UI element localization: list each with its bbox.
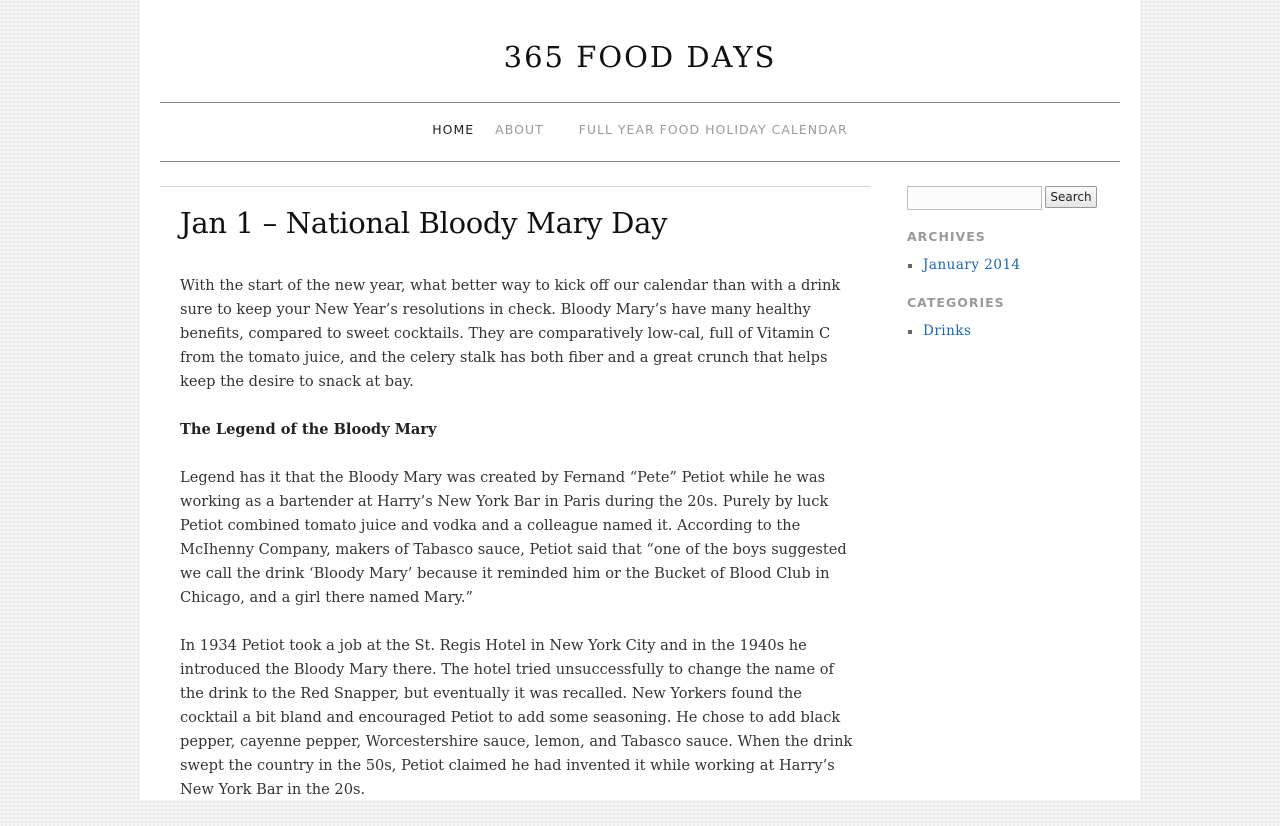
archives-list [907, 257, 1021, 273]
archives-widget-title: ARCHIVES [907, 229, 986, 244]
search-input[interactable] [907, 186, 1042, 210]
site-title[interactable]: 365 FOOD DAYS [503, 40, 777, 74]
content-divider [160, 186, 871, 187]
list-bullet [908, 264, 912, 268]
post-paragraph-intro: With the start of the new year, what better way to kick off our calendar than with a drink sure to keep your New Year’s resolutions in check. Bloody Mary’s have many healthy benefits, compared to sweet cocktails. They are comparatively low-cal, full of Vitamin C from the tomato juice, and the celery stalk has both fiber and a great crunch that helps keep the desire to snack at bay. [180, 277, 841, 390]
categories-widget-title: CATEGORIES [907, 295, 1005, 310]
post-title[interactable]: Jan 1 – National Bloody Mary Day [180, 206, 668, 240]
archive-link-january-2014[interactable] [907, 257, 1021, 273]
nav-item-home[interactable]: HOME [432, 122, 475, 137]
header-divider-top [160, 102, 1120, 103]
post-paragraph-legend: Legend has it that the Bloody Mary was created by Fernand “Pete” Petiot while he was working as a bartender at Harry’s New York Bar in Paris during the 20s. Purely by luck Petiot combined tomato juice and vodka and a colleague named it. According to the McIhenny Company, makers of Tabasco sauce, Petiot said that “one of the boys suggested we call the drink ‘Bloody Mary’ because it reminded him or the Bucket of Blood Club in Chicago, and a girl there named Mary.” [180, 469, 847, 606]
list-bullet [908, 330, 912, 334]
post-paragraph-history: In 1934 Petiot took a job at the St. Regis Hotel in New York City and in the 1940s he introduced the Bloody Mary there. The hotel tried unsuccessfully to change the name of the drink to the Red Snapper, but eventually it was recalled. New Yorkers found the cocktail a bit bland and encouraged Petiot to add some seasoning. He chose to add black pepper, cayenne pepper, Worcestershire sauce, lemon, and Tabasco sauce. When the drink swept the country in the 50s, Petiot claimed he had invented it while working at Harry’s New York Bar in the 20s. [180, 637, 853, 798]
category-link-drinks[interactable] [907, 323, 971, 339]
post-content [180, 274, 860, 826]
header-divider-bottom [160, 161, 1120, 162]
post-subheading: The Legend of the Bloody Mary [180, 421, 437, 438]
main-navigation [140, 122, 1140, 137]
nav-item-food-holiday-calendar[interactable]: FULL YEAR FOOD HOLIDAY CALENDAR [578, 122, 848, 137]
nav-item-about[interactable]: ABOUT [495, 122, 544, 137]
categories-list [907, 323, 971, 339]
category-link-label[interactable]: Drinks [923, 323, 972, 339]
archive-link-label[interactable]: January 2014 [923, 257, 1021, 273]
page-container [140, 0, 1140, 800]
search-button[interactable]: Search [1045, 186, 1097, 208]
